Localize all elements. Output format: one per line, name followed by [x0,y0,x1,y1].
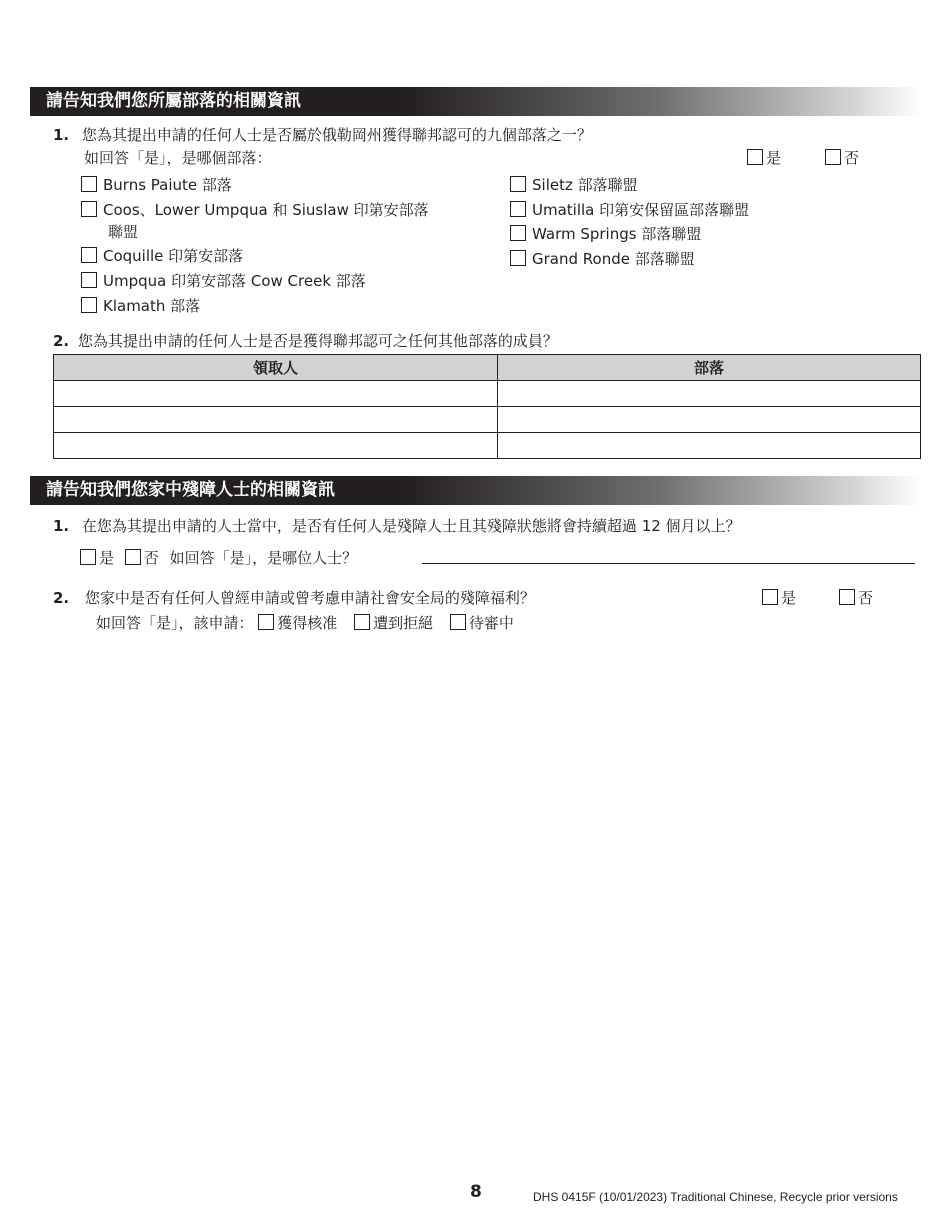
tribe-checkbox[interactable] [81,247,97,263]
question-number: 1. [53,517,70,535]
column-header-recipient: 領取人 [54,355,498,381]
no-label: 否 [844,149,860,167]
table-row [54,407,921,433]
tribe-label: Umatilla 印第安保留區部落聯盟 [532,201,750,219]
tribe-checkbox[interactable] [510,201,526,217]
tribe-label-continued: 聯盟 [108,223,139,241]
tribe-cell[interactable] [498,433,921,459]
tribe-checkbox[interactable] [510,225,526,241]
disability-yes-checkbox[interactable] [80,549,96,565]
ssa-no-option[interactable] [839,587,873,608]
tribe-checkbox[interactable] [81,176,97,192]
table-row [54,433,921,459]
status-label: 遭到拒絕 [373,614,434,632]
tribe-option-umatilla[interactable] [510,201,749,219]
tribe-option-coos[interactable] [81,201,429,219]
tribe-option-umpqua[interactable] [81,272,366,290]
table-header-row [54,355,921,381]
question-number: 2. [53,589,70,607]
question-text: 您為其提出申請的任何人士是否是獲得聯邦認可之任何其他部落的成員？ [77,332,558,350]
tribe-option-coquille[interactable] [81,247,243,265]
tribe-question-1 [53,124,592,145]
disability-question-2 [53,587,535,608]
tribe-membership-table [53,354,921,459]
tribe-option-siletz[interactable] [510,176,638,194]
tribe-no-checkbox[interactable] [825,149,841,165]
disability-no-option[interactable] [125,549,159,567]
tribe-label: Warm Springs 部落聯盟 [532,225,702,243]
approved-checkbox[interactable] [258,614,274,630]
table-row [54,381,921,407]
tribe-label: Burns Paiute 部落 [103,176,232,194]
tribe-checkbox[interactable] [81,297,97,313]
disability-question-1 [53,515,741,536]
question-text: 您家中是否有任何人曾經申請或曾考慮申請社會安全局的殘障福利？ [84,589,535,607]
disability-q1-answer-row [80,547,357,568]
yes-label: 是 [766,149,782,167]
tribe-label: Umpqua 印第安部落 Cow Creek 部落 [103,272,366,290]
form-identifier: DHS 0415F (10/01/2023) Traditional Chinese, Recycle prior versions [533,1190,898,1204]
recipient-cell[interactable] [54,407,498,433]
recipient-cell[interactable] [54,433,498,459]
status-label: 獲得核准 [277,614,338,632]
yes-label: 是 [99,549,115,567]
tribe-question-1-followup: 如回答「是」，是哪個部落： [84,149,272,167]
tribe-checkbox[interactable] [510,176,526,192]
tribe-option-klamath[interactable] [81,297,200,315]
question-text: 在您為其提出申請的人士當中，是否有任何人是殘障人士且其殘障狀態將會持續超過 12 個月以上？ [81,517,741,535]
tribe-no-option[interactable] [825,147,859,168]
status-option-denied[interactable] [354,614,433,632]
disability-yes-option[interactable] [80,549,114,567]
question-text: 您為其提出申請的任何人士是否屬於俄勒岡州獲得聯邦認可的九個部落之一？ [81,126,592,144]
status-label: 待審中 [468,614,514,632]
ssa-yes-option[interactable] [762,587,796,608]
tribe-yes-option[interactable] [747,147,781,168]
yes-label: 是 [781,589,797,607]
tribe-label: Coquille 印第安部落 [103,247,244,265]
question-number: 2. [53,332,70,350]
section-header-tribe: 請告知我們您所屬部落的相關資訊 [30,87,922,116]
pending-checkbox[interactable] [450,614,466,630]
tribe-label: Klamath 部落 [103,297,201,315]
tribe-yes-checkbox[interactable] [747,149,763,165]
ssa-yes-checkbox[interactable] [762,589,778,605]
no-label: 否 [858,589,874,607]
tribe-question-2 [53,330,558,351]
status-option-pending[interactable] [450,614,514,632]
tribe-cell[interactable] [498,407,921,433]
tribe-checkbox[interactable] [81,272,97,288]
tribe-checkbox[interactable] [510,250,526,266]
tribe-label: Siletz 部落聯盟 [532,176,638,194]
disability-followup: 如回答「是」，是哪位人士？ [169,549,358,567]
page-number: 8 [470,1182,482,1202]
no-label: 否 [143,549,159,567]
column-header-tribe: 部落 [498,355,921,381]
tribe-option-warm-springs[interactable] [510,225,701,243]
tribe-label: Grand Ronde 部落聯盟 [532,250,695,268]
disability-no-checkbox[interactable] [125,549,141,565]
ssa-status-row [96,612,514,633]
recipient-cell[interactable] [54,381,498,407]
tribe-checkbox[interactable] [81,201,97,217]
section-header-disability: 請告知我們您家中殘障人士的相關資訊 [30,476,922,505]
tribe-cell[interactable] [498,381,921,407]
tribe-option-burns-paiute[interactable] [81,176,232,194]
ssa-no-checkbox[interactable] [839,589,855,605]
question-number: 1. [53,126,70,144]
disability-person-input-line[interactable] [422,563,915,564]
tribe-label: Coos、Lower Umpqua 和 Siuslaw 印第安部落 [103,201,429,219]
tribe-option-grand-ronde[interactable] [510,250,695,268]
ssa-followup: 如回答「是」，該申請： [96,614,254,632]
denied-checkbox[interactable] [354,614,370,630]
status-option-approved[interactable] [258,614,337,632]
